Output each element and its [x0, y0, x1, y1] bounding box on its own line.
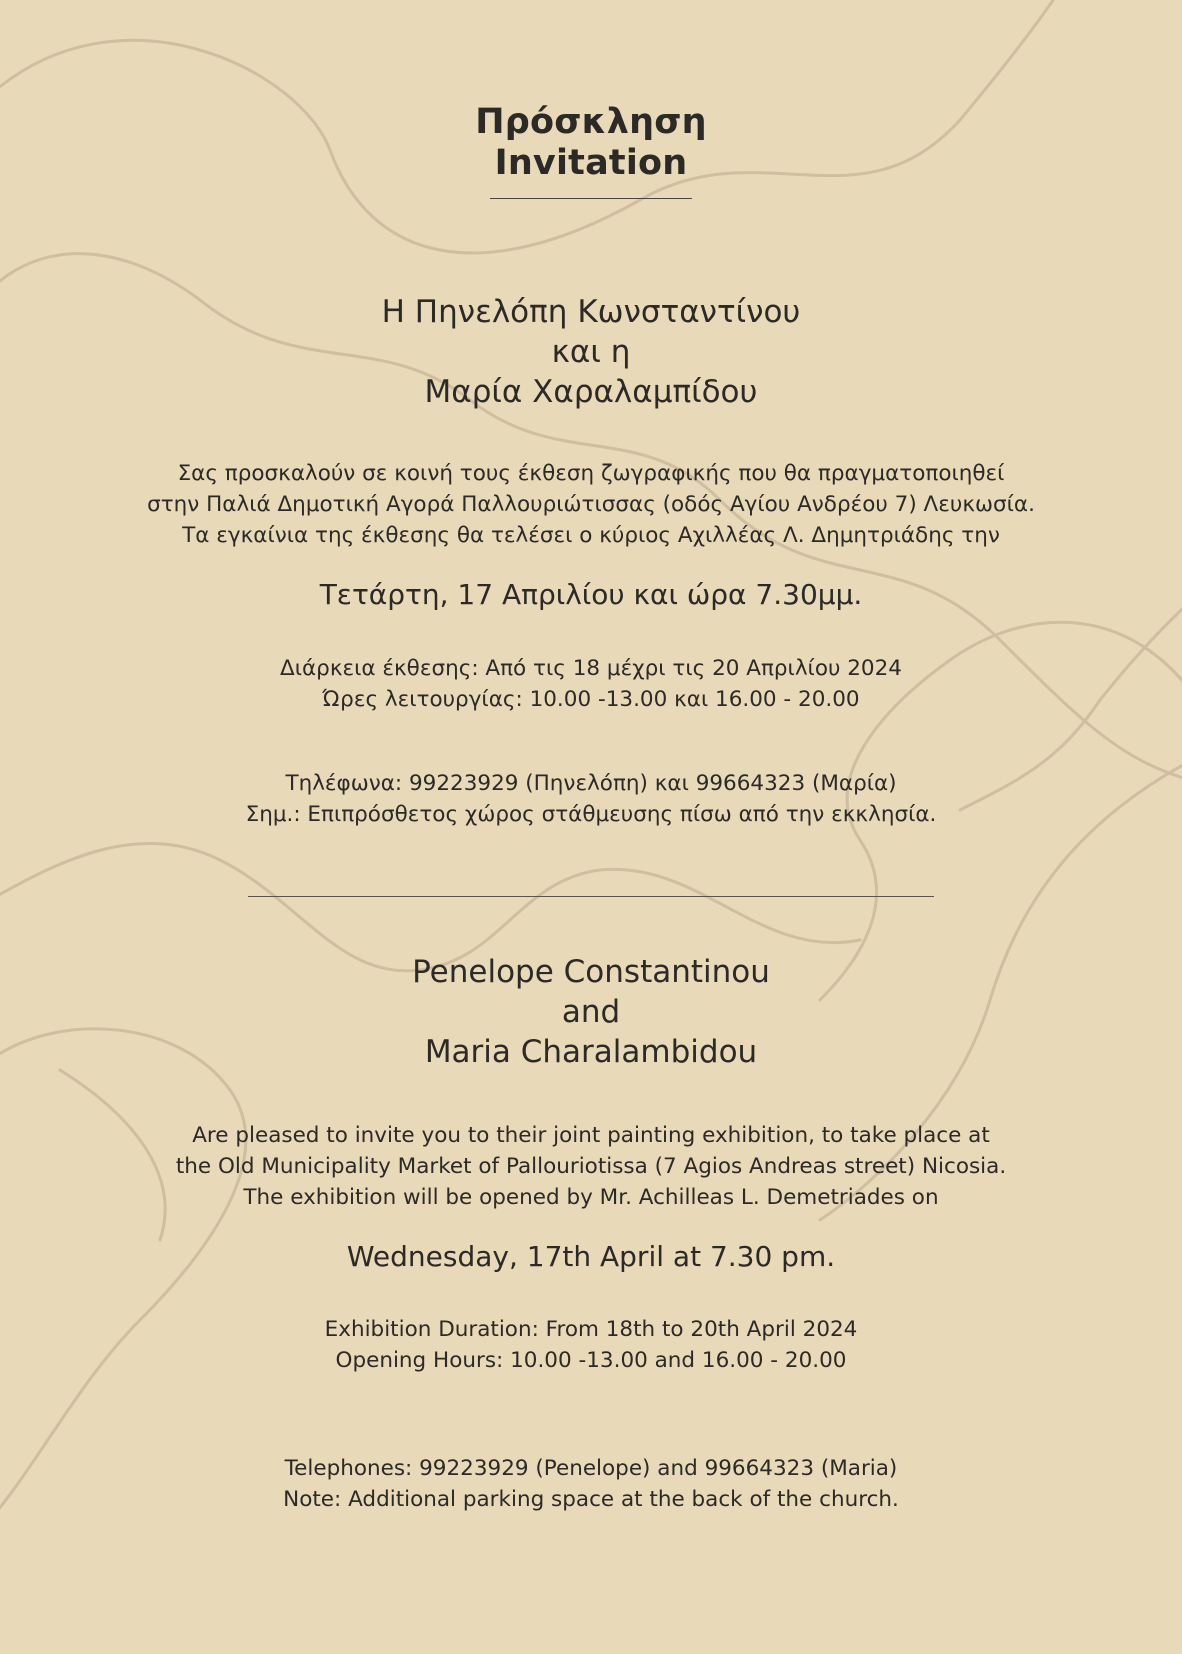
greek-host-1: Η Πηνελόπη Κωνσταντίνου [381, 294, 801, 330]
greek-contact [0, 768, 1182, 830]
english-hosts [0, 952, 1182, 1072]
english-host-2: Maria Charalambidou [424, 1034, 758, 1070]
greek-conjunction: και η [551, 334, 631, 370]
greek-intro-line: στην Παλιά Δημοτική Αγορά Παλλουριώτισσας (οδός Αγίου Ανδρέου 7) Λευκωσία. [147, 492, 1035, 517]
english-intro [0, 1120, 1182, 1213]
greek-duration: Διάρκεια έκθεσης: Από τις 18 μέχρι τις 20 Απριλίου 2024 [280, 656, 902, 681]
greek-schedule [0, 653, 1182, 715]
english-intro-line: the Old Municipality Market of Pallouriotissa (7 Agios Andreas street) Nicosia. [175, 1154, 1007, 1179]
english-opening-datetime: Wednesday, 17th April at 7.30 pm. [346, 1240, 836, 1273]
greek-intro [0, 458, 1182, 551]
title-greek: Πρόσκληση [475, 102, 707, 142]
english-conjunction: and [561, 994, 621, 1030]
invitation-title [0, 102, 1182, 184]
english-duration: Exhibition Duration: From 18th to 20th April 2024 [324, 1317, 858, 1342]
greek-host-2: Μαρία Χαραλαμπίδου [424, 374, 758, 410]
greek-intro-line: Σας προσκαλούν σε κοινή τους έκθεση ζωγραφικής που θα πραγματοποιηθεί [177, 461, 1005, 486]
greek-phones: Τηλέφωνα: 99223929 (Πηνελόπη) και 99664323 (Μαρία) [285, 771, 897, 796]
section-divider [248, 896, 934, 897]
greek-hours: Ώρες λειτουργίας: 10.00 -13.00 και 16.00 - 20.00 [322, 687, 860, 712]
english-hours: Opening Hours: 10.00 -13.00 and 16.00 - 20.00 [335, 1348, 847, 1373]
title-underline [490, 198, 692, 199]
english-phones: Telephones: 99223929 (Penelope) and 99664323 (Maria) [284, 1456, 898, 1481]
english-host-1: Penelope Constantinou [412, 954, 770, 990]
english-intro-line: Are pleased to invite you to their joint painting exhibition, to take place at [192, 1123, 990, 1148]
greek-intro-line: Τα εγκαίνια της έκθεσης θα τελέσει ο κύριος Αχιλλέας Λ. Δημητριάδης την [182, 523, 1000, 548]
english-contact [0, 1453, 1182, 1515]
greek-note: Σημ.: Επιπρόσθετος χώρος στάθμευσης πίσω από την εκκλησία. [245, 802, 937, 827]
title-english: Invitation [494, 143, 688, 183]
english-schedule [0, 1314, 1182, 1376]
greek-hosts [0, 292, 1182, 412]
greek-opening-datetime: Τετάρτη, 17 Απριλίου και ώρα 7.30μμ. [319, 578, 863, 611]
english-note: Note: Additional parking space at the back of the church. [283, 1487, 899, 1512]
english-intro-line: The exhibition will be opened by Mr. Achilleas L. Demetriades on [243, 1185, 939, 1210]
